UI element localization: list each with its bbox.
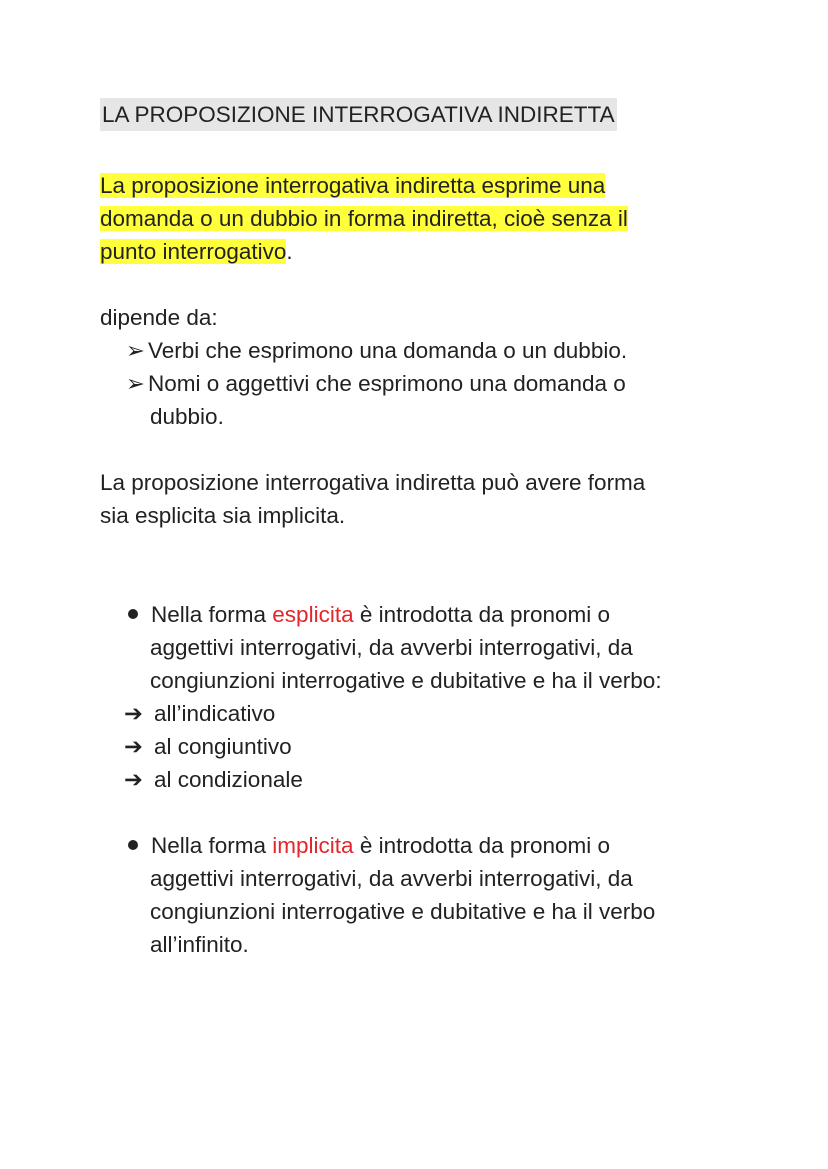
arrowhead-icon: ➢ (126, 338, 145, 363)
definition-trailing: . (286, 239, 293, 264)
definition-line-2: domanda o un dubbio in forma indiretta, cioè senza il (100, 206, 628, 231)
explicit-before: Nella forma (151, 602, 273, 627)
mood-congiuntivo (100, 730, 740, 763)
definition-line-3: punto interrogativo (100, 239, 287, 264)
implicit-bullet (100, 829, 740, 961)
arrowhead-icon: ➢ (126, 371, 145, 396)
form-note-line-1: La proposizione interrogativa indiretta può avere forma (100, 470, 646, 495)
implicit-cont-3: all’infinito. (150, 932, 249, 957)
implicit-cont-1: aggettivi interrogativi, da avverbi interrogativi, da (150, 866, 633, 891)
mood-condizionale (100, 763, 740, 796)
explicit-bullet (100, 598, 740, 796)
explicit-cont-1: aggettivi interrogativi, da avverbi interrogativi, da (150, 635, 633, 660)
page-title-wrap (100, 98, 740, 131)
bullet-dot-icon (128, 840, 138, 850)
implicit-keyword: implicita (272, 833, 354, 858)
explicit-bullet-first-line (100, 598, 740, 631)
explicit-after: è introdotta da pronomi o (353, 602, 611, 627)
mood-congiuntivo-text: al congiuntivo (154, 734, 292, 759)
depends-section (100, 301, 740, 433)
mood-indicativo (100, 697, 740, 730)
right-arrow-icon: ➔ (124, 701, 143, 726)
depends-item-verbs (100, 334, 740, 367)
depends-item-nouns-text: Nomi o aggettivi che esprimono una domanda o (148, 371, 626, 396)
explicit-keyword: esplicita (272, 602, 354, 627)
depends-item-verbs-text: Verbi che esprimono una domanda o un dubbio. (148, 338, 628, 363)
document-page (100, 98, 740, 961)
implicit-before: Nella forma (151, 833, 273, 858)
mood-indicativo-text: all’indicativo (154, 701, 276, 726)
depends-heading: dipende da: (100, 305, 218, 330)
explicit-cont-2: congiunzioni interrogative e dubitative e ha il verbo: (150, 668, 662, 693)
page-title: LA PROPOSIZIONE INTERROGATIVA INDIRETTA (100, 98, 617, 131)
implicit-cont-2: congiunzioni interrogative e dubitative e ha il verbo (150, 899, 656, 924)
bullet-dot-icon (128, 609, 138, 619)
form-note-paragraph (100, 466, 740, 532)
definition-paragraph (100, 169, 740, 268)
implicit-bullet-first-line (100, 829, 740, 862)
right-arrow-icon: ➔ (124, 767, 143, 792)
depends-item-nouns (100, 367, 740, 400)
depends-item-nouns-cont: dubbio. (150, 404, 224, 429)
implicit-after: è introdotta da pronomi o (353, 833, 610, 858)
right-arrow-icon: ➔ (124, 734, 143, 759)
mood-condizionale-text: al condizionale (154, 767, 303, 792)
form-note-line-2: sia esplicita sia implicita. (100, 503, 346, 528)
definition-line-1: La proposizione interrogativa indiretta esprime una (100, 173, 606, 198)
